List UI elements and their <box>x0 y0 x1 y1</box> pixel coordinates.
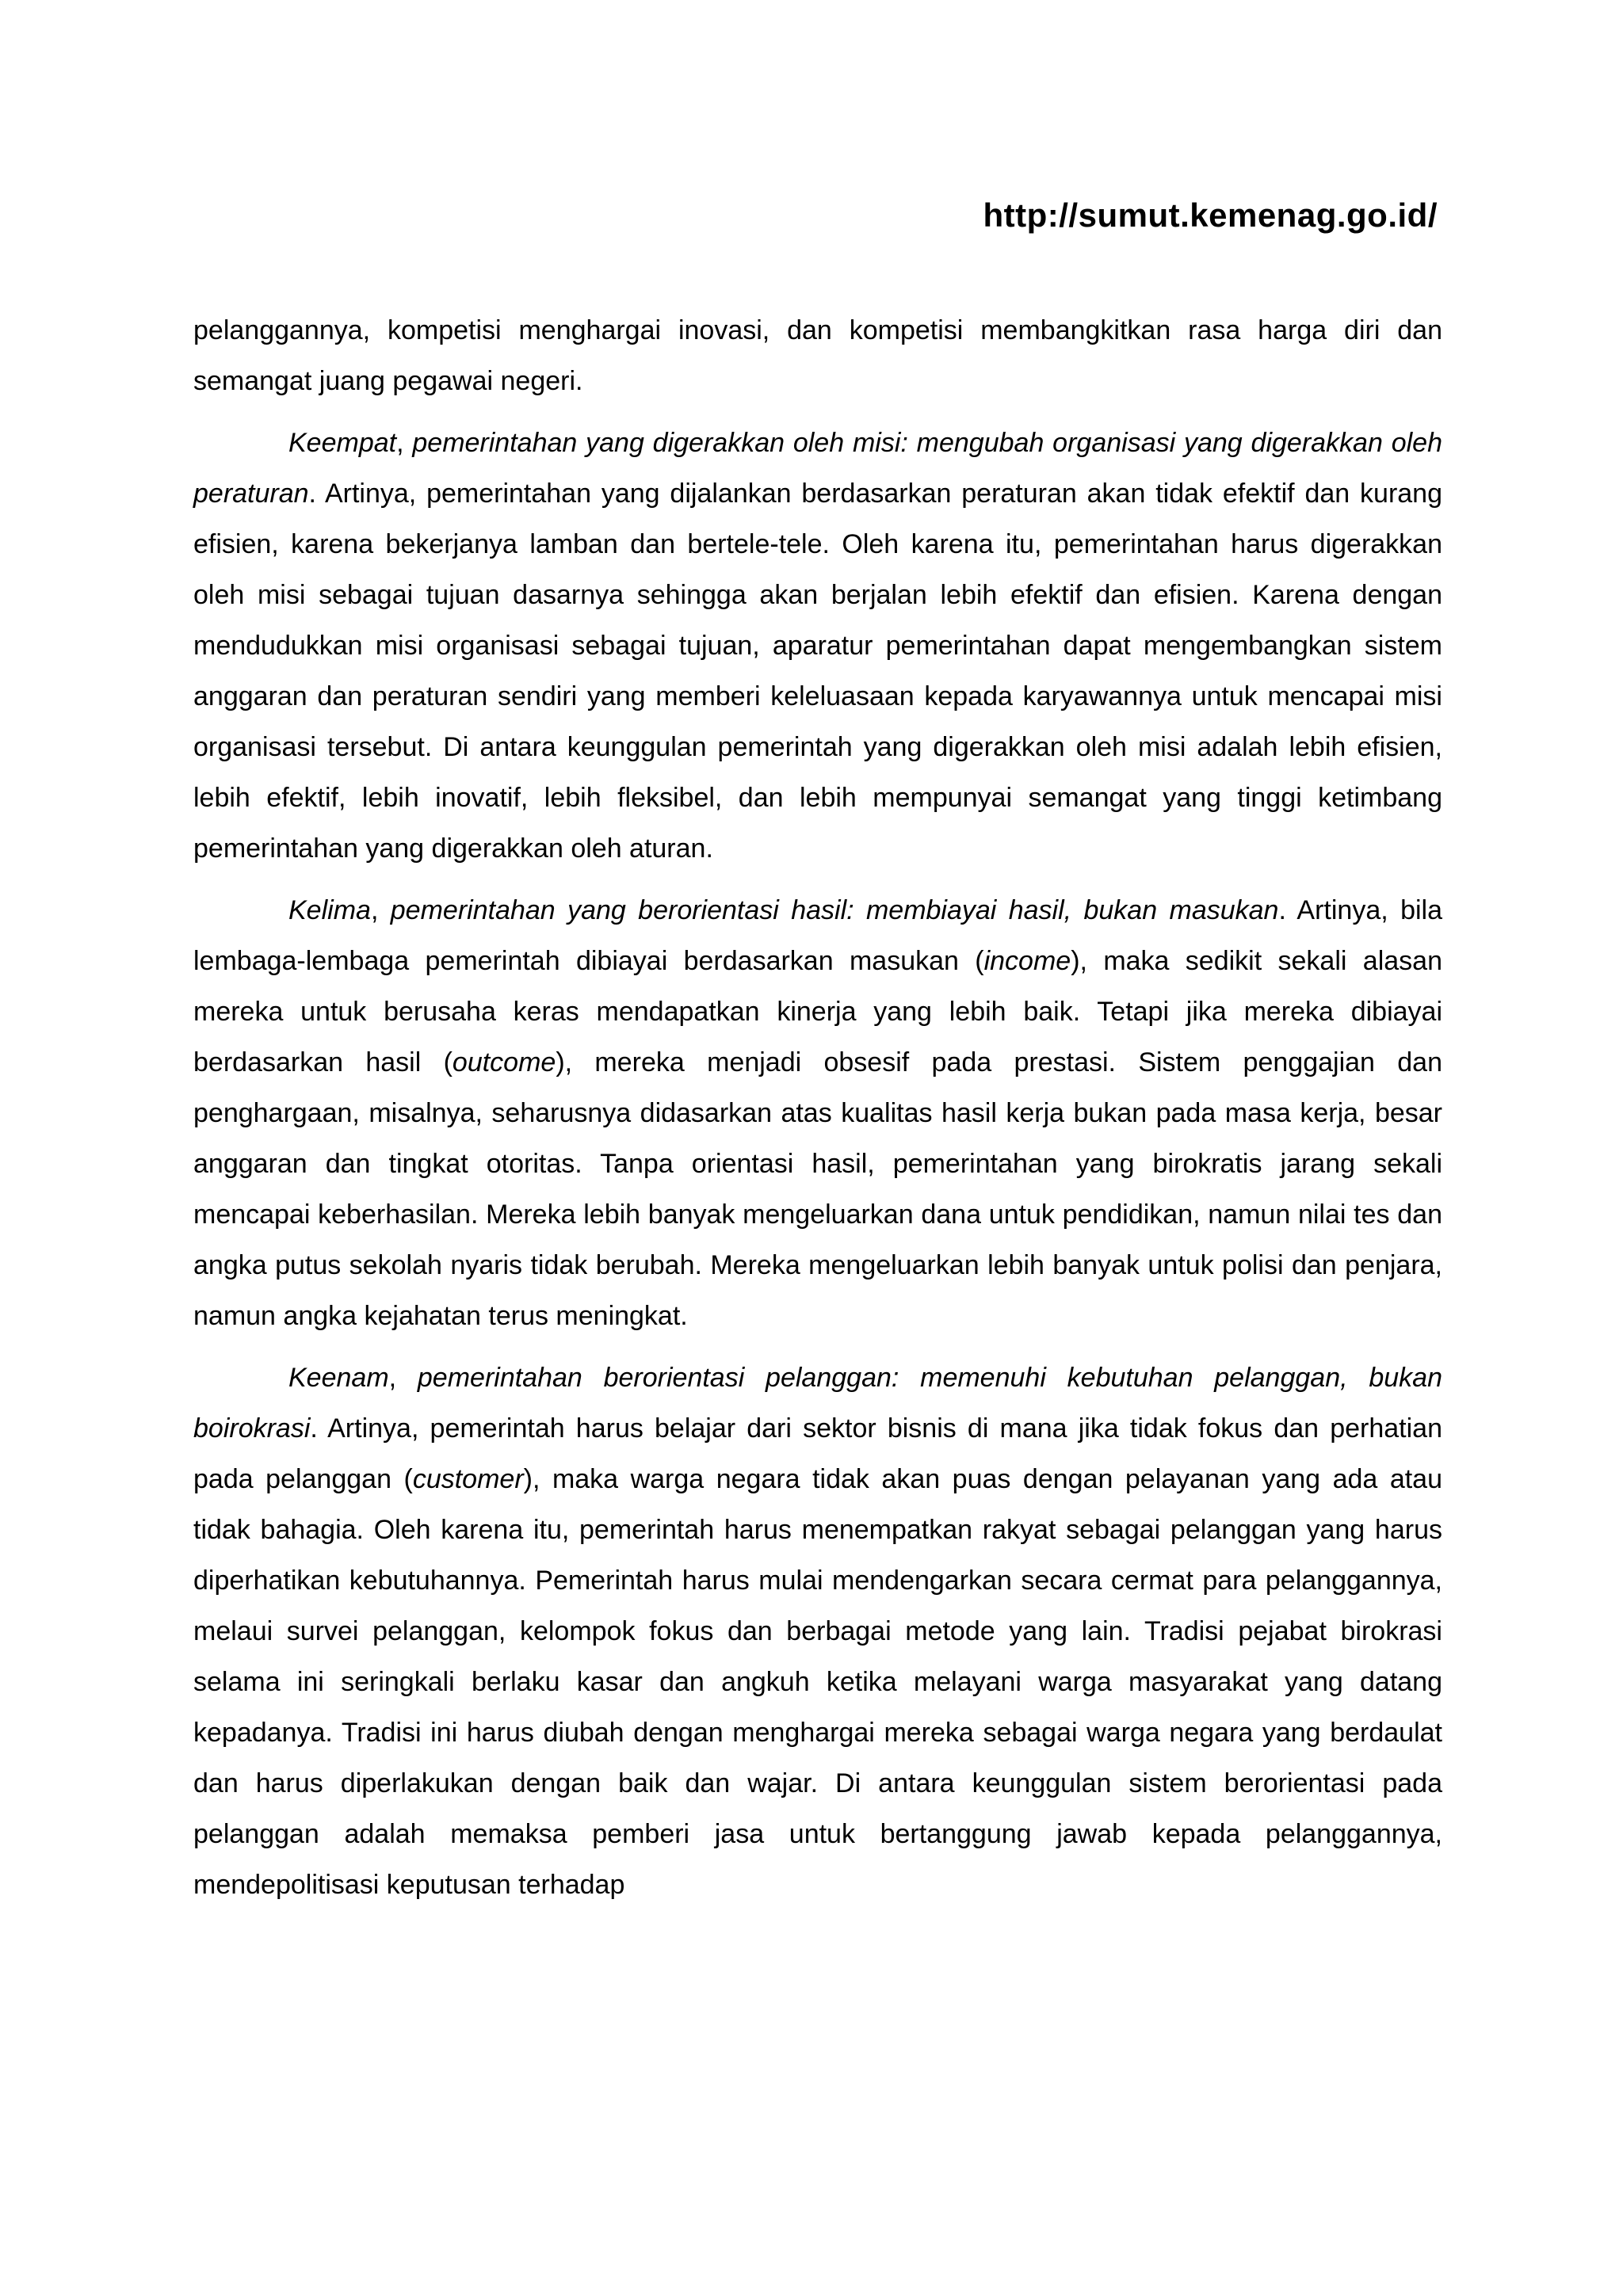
separator: , <box>370 895 391 925</box>
paragraph-body: . Artinya, pemerintah harus belajar dari sektor bisnis di mana jika tidak fokus dan perhatian pada pelanggan ( <box>193 1413 1442 1494</box>
separator: , <box>396 428 413 458</box>
term-income: income <box>983 946 1071 976</box>
paragraph-kelima <box>193 885 1442 1341</box>
paragraph-lead: Kelima <box>288 895 371 925</box>
paragraph-keempat <box>193 418 1442 874</box>
paragraph-lead: Keenam <box>288 1363 389 1393</box>
term-outcome: outcome <box>452 1047 556 1077</box>
term-customer: customer <box>412 1464 524 1494</box>
paragraph-continuation <box>193 305 1442 406</box>
paragraph-body: ), mereka menjadi obsesif pada prestasi. Sistem penggajian dan penghargaan, misalnya, seharusnya didasarkan atas kualitas hasil kerja bukan pada masa kerja, besar anggaran dan tingkat otoritas. Tanpa orientasi hasil, pemerintahan yang birokratis jarang sekali mencapai keberhasilan. Mereka lebih banyak mengeluarkan dana untuk pendidikan, namun nilai tes dan angka putus sekolah nyaris tidak berubah. Mereka mengeluarkan lebih banyak untuk polisi dan penjara, namun angka kejahatan terus meningkat. <box>193 1047 1442 1331</box>
paragraph-lead: Keempat <box>288 428 397 458</box>
separator: , <box>388 1363 418 1393</box>
paragraph-body: . Artinya, bila lembaga-lembaga pemerintah dibiayai berdasarkan masukan ( <box>193 895 1442 976</box>
paragraph-body: . Artinya, pemerintahan yang dijalankan berdasarkan peraturan akan tidak efektif dan kurang efisien, karena bekerjanya lamban dan bertele-tele. Oleh karena itu, pemerintahan harus digerakkan oleh misi sebagai tujuan dasarnya sehingga akan berjalan lebih efektif dan efisien. Karena dengan mendudukkan misi organisasi sebagai tujuan, aparatur pemerintahan dapat mengembangkan sistem anggaran dan peraturan sendiri yang memberi keleluasaan kepada karyawannya untuk mencapai misi organisasi tersebut. Di antara keunggulan pemerintah yang digerakkan oleh misi adalah lebih efisien, lebih efektif, lebih inovatif, lebih fleksibel, dan lebih mempunyai semangat yang tinggi ketimbang pemerintahan yang digerakkan oleh aturan. <box>193 479 1442 864</box>
paragraph-title: pemerintahan yang berorientasi hasil: membiayai hasil, bukan masukan <box>390 895 1279 925</box>
body-text <box>193 305 1442 1921</box>
paragraph-text: pelanggannya, kompetisi menghargai inovasi, dan kompetisi membangkitkan rasa harga diri dan semangat juang pegawai negeri. <box>193 315 1442 396</box>
paragraph-body: ), maka sedikit sekali alasan mereka untuk berusaha keras mendapatkan kinerja yang lebih baik. Tetapi jika mereka dibiayai berdasarkan hasil ( <box>193 946 1442 1077</box>
paragraph-keenam <box>193 1352 1442 1910</box>
header-url: http://sumut.kemenag.go.id/ <box>983 196 1438 234</box>
paragraph-body: ), maka warga negara tidak akan puas dengan pelayanan yang ada atau tidak bahagia. Oleh karena itu, pemerintah harus menempatkan rakyat sebagai pelanggan yang harus diperhatikan kebutuhannya. Pemerintah harus mulai mendengarkan secara cermat para pelanggannya, melaui survei pelanggan, kelompok fokus dan berbagai metode yang lain. Tradisi pejabat birokrasi selama ini seringkali berlaku kasar dan angkuh ketika melayani warga masyarakat yang datang kepadanya. Tradisi ini harus diubah dengan menghargai mereka sebagai warga negara yang berdaulat dan harus diperlakukan dengan baik dan wajar. Di antara keunggulan sistem berorientasi pada pelanggan adalah memaksa pemberi jasa untuk bertanggung jawab kepada pelanggannya, mendepolitisasi keputusan terhadap <box>193 1464 1442 1900</box>
paragraph-title: pemerintahan berorientasi pelanggan: memenuhi kebutuhan pelanggan, bukan boirokrasi <box>193 1363 1442 1444</box>
paragraph-title: pemerintahan yang digerakkan oleh misi: mengubah organisasi yang digerakkan oleh peraturan <box>193 428 1442 509</box>
